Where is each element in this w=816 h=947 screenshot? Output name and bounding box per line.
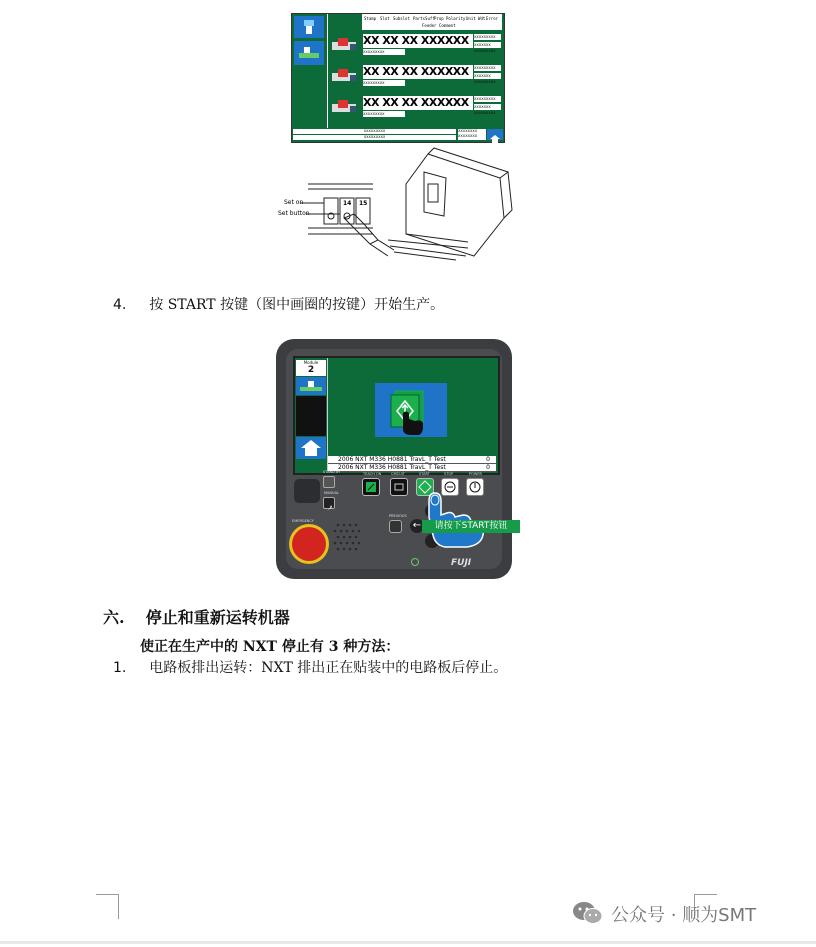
blank-key[interactable] (294, 479, 320, 503)
section-number: 六. (103, 608, 125, 627)
header-error: Error (486, 16, 499, 21)
feeder-row-sub: XXXXXXXXX (363, 80, 405, 86)
feeder-screen-sidebar (292, 14, 328, 128)
footer-right2: XXXXXXXX (458, 134, 478, 138)
feeder-screen-footer (292, 128, 504, 142)
header-feeder-comment: Feeder Comment (422, 23, 456, 28)
footer-right1: XXXXXXXX (458, 129, 478, 133)
message-log (328, 456, 496, 471)
step4-number: 4. (113, 297, 127, 313)
header-polarity: Polarity (446, 16, 466, 21)
operation-panel-figure (276, 339, 512, 579)
log-line-text: 2006 NXT M336 H0881 TravL_T Test (338, 456, 446, 463)
step4-text: 按 START 按键（图中画圈的按键）开始生产。 (149, 297, 445, 313)
feeder-row-sub: XXXXXXXXX (363, 111, 405, 117)
module-number: 2 (307, 365, 315, 375)
step4 (113, 296, 444, 314)
feeder-drawing-figure (278, 144, 518, 266)
feeder-row-right2: XXXXXXX XXXXXXXXX (474, 73, 501, 79)
section-heading (103, 605, 290, 628)
feeder-part-icon (330, 67, 360, 85)
feeder-row-right2: XXXXXXX XXXXXXXXX (474, 42, 501, 48)
log-line-value: 0 (486, 456, 490, 463)
log-line-text: 2006 NXT M336 H0881 TravL_T Test (338, 464, 446, 471)
arrow-left-button[interactable]: ← (410, 519, 424, 533)
status-led (411, 558, 419, 566)
previous-label: PREVIOUS (389, 514, 407, 518)
start-screen-button[interactable] (375, 383, 447, 437)
feeder-row (328, 63, 502, 91)
emergency-stop-button[interactable] (289, 524, 329, 564)
item1-number: 1. (113, 660, 127, 676)
home-icon (296, 437, 326, 459)
feeder-screen-figure (291, 13, 505, 143)
start-callout: 请按下START按钮 (422, 520, 520, 533)
feeder-line-drawing (278, 144, 518, 266)
wechat-icon (572, 900, 604, 926)
header-slot: Slot (380, 16, 390, 21)
feeder-table-header (362, 14, 502, 30)
header-stamp: Stamp (364, 16, 377, 21)
set-on-label: Set on (284, 199, 304, 206)
feeder-row-right1: XXXXXXXXX (474, 65, 501, 71)
page-bottom-border (0, 941, 816, 944)
header-subslot: Subslot (393, 16, 410, 21)
home-icon (487, 129, 503, 140)
feeder-row (328, 32, 502, 60)
standby-label: STAND BY (323, 470, 341, 474)
slot-number-a: 14 (343, 200, 352, 207)
blank-panel (296, 396, 326, 436)
power-label: POWER (469, 472, 482, 476)
feeder-unit-icon (294, 41, 324, 65)
feeder-row-main: XX XX XX XXXXXX (363, 34, 473, 48)
page-corner-mark (96, 894, 119, 919)
section-subtitle: 使正在生产中的 NXT 停止有 3 种方法： (140, 639, 400, 655)
footer-right (458, 129, 486, 140)
module-indicator (296, 360, 326, 376)
feeder-part-icon (330, 36, 360, 54)
feeder-row (328, 94, 502, 122)
log-line (328, 464, 496, 472)
header-partssuff: PartsSuff (413, 16, 435, 21)
standby-button[interactable] (323, 476, 335, 488)
slot-number-b: 15 (359, 200, 368, 207)
teach-on-button[interactable] (362, 478, 380, 496)
start-label: START (419, 472, 430, 476)
log-line (328, 456, 496, 464)
stop-label: STOP (444, 472, 454, 476)
item1 (113, 659, 507, 677)
footer-line2: XXXXXXXXX (293, 135, 456, 140)
feeder-row-main: XX XX XX XXXXXX (363, 96, 473, 110)
watermark-text: 公众号 · 顺为SMT (611, 905, 757, 926)
emergency-label: EMERGENCY (292, 519, 314, 523)
speaker-grille-icon (332, 519, 366, 559)
feeder-row-right1: XXXXXXXXX (474, 34, 501, 40)
hand-pointer-icon (423, 489, 493, 549)
feeder-tool-icon (294, 16, 324, 38)
circuit-label: CIRCUIT (391, 472, 405, 476)
manual-label: MANUAL (324, 491, 339, 495)
feeder-row-right1: XXXXXXXXX (474, 96, 501, 102)
brand-logo: FUJI (451, 558, 472, 568)
feeder-row-right2: XXXXXXX XXXXXXXXX (474, 104, 501, 110)
circuit-button[interactable] (390, 478, 408, 496)
header-unit-width: Unit Wdt (466, 16, 486, 21)
item1-text: 电路板排出运转：NXT 排出正在贴装中的电路板后停止。 (149, 660, 508, 676)
previous-button[interactable] (389, 520, 402, 533)
panel-screen (293, 356, 500, 475)
footer-line1: XXXXXXXXX (293, 129, 456, 134)
log-line-value: 0 (486, 464, 490, 471)
feeder-row-sub: XXXXXXXXX (363, 49, 405, 55)
feeder-part-icon (330, 98, 360, 116)
header-prop: Prop (434, 16, 444, 21)
module-label: Module (303, 360, 319, 365)
panel-screen-sidebar (295, 358, 328, 471)
set-button-label: Set button (278, 210, 310, 217)
section-title: 停止和重新运转机器 (145, 608, 290, 627)
feeder-row-main: XX XX XX XXXXXX (363, 65, 473, 79)
unit-icon (296, 377, 326, 395)
teach-on-label: TEACH ON (363, 472, 382, 476)
wrench-button[interactable] (323, 497, 335, 509)
